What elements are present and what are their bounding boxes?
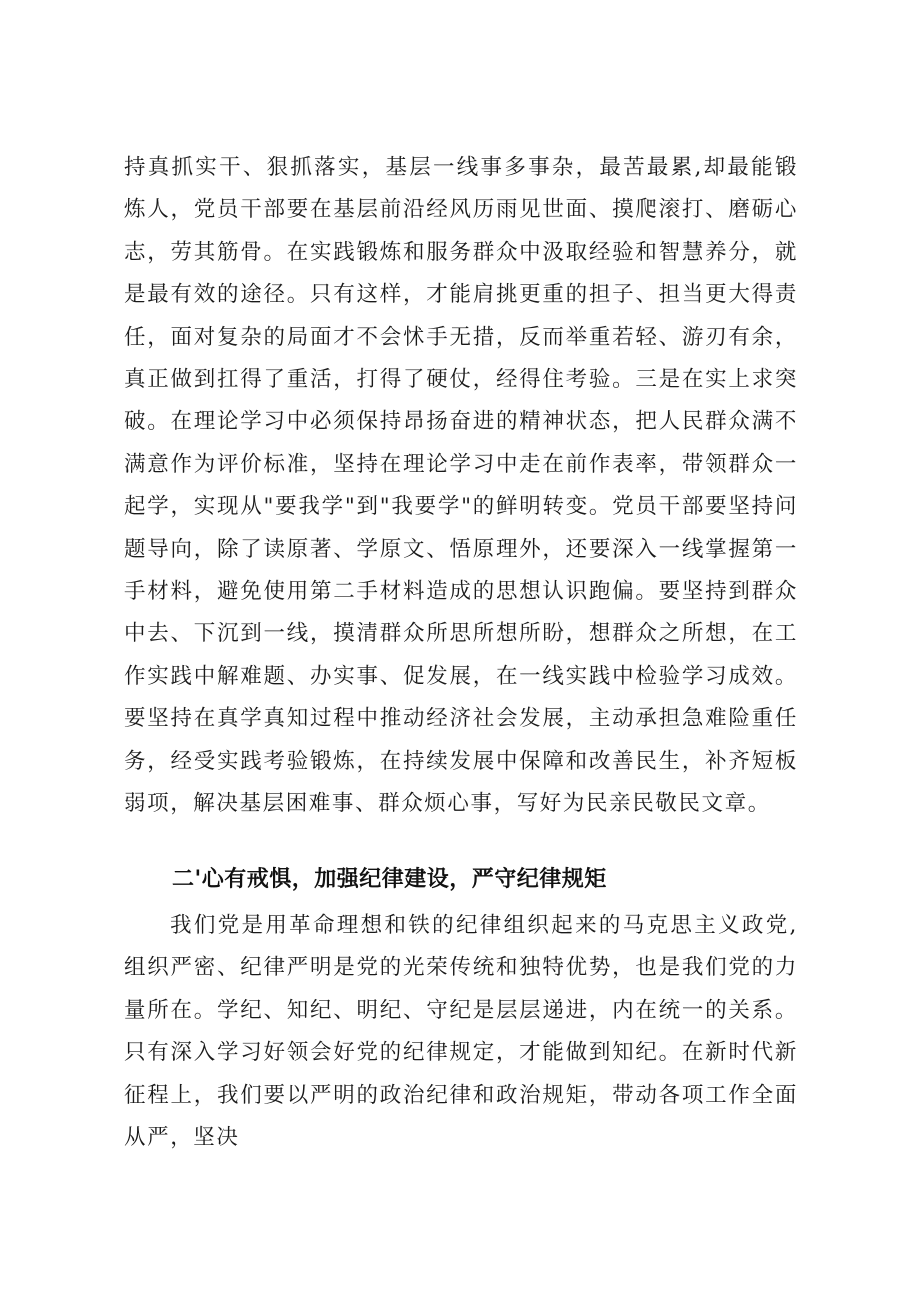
body-paragraph-practice: 持真抓实干、狠抓落实，基层一线事多事杂，最苦最累,却最能锻炼人，党员干部要在基层前沿经风历雨见世面、摸爬滚打、磨砺心志，劳其筋骨。在实践锻炼和服务群众中汲取经验和智慧养分，就是最有效的途径。只有这样，才能肩挑更重的担子、担当更大得责任，面对复杂的局面才不会怵手无措，反而举重若轻、游刃有余，真正做到扛得了重活，打得了硬仗，经得住考验。三是在实上求突破。在理论学习中必须保持昂扬奋进的精神状态，把人民群众满不满意作为评价标准，坚持在理论学习中走在前作表率，带领群众一起学，实现从"要我学"到"我要学"的鲜明转变。党员干部要坚持问题导向，除了读原著、学原文、悟原理外，还要深入一线掌握第一手材料，避免使用第二手材料造成的思想认识跑偏。要坚持到群众中去、下沉到一线，摸清群众所思所想所盼，想群众之所想，在工作实践中解难题、办实事、促发展，在一线实践中检验学习成效。要坚持在真学真知过程中推动经济社会发展，主动承担急难险重任务，经受实践考验锻炼，在持续发展中保障和改善民生，补齐短板弱项，解决基层困难事、群众烦心事，写好为民亲民敬民文章。 xyxy=(124,155,798,817)
section-heading-discipline: 二'心有戒惧，加强纪律建设，严守纪律规矩 xyxy=(172,867,607,892)
body-paragraph-discipline: 我们党是用革命理想和铁的纪律组织起来的马克思主义政党,组织严密、纪律严明是党的光荣传统和独特优势，也是我们党的力量所在。学纪、知纪、明纪、守纪是层层递进，内在统一的关系。只有深入学习好领会好党的纪律规定，才能做到知纪。在新时代新征程上，我们要以严明的政治纪律和政治规矩，带动各项工作全面从严，坚决 xyxy=(124,913,798,1151)
